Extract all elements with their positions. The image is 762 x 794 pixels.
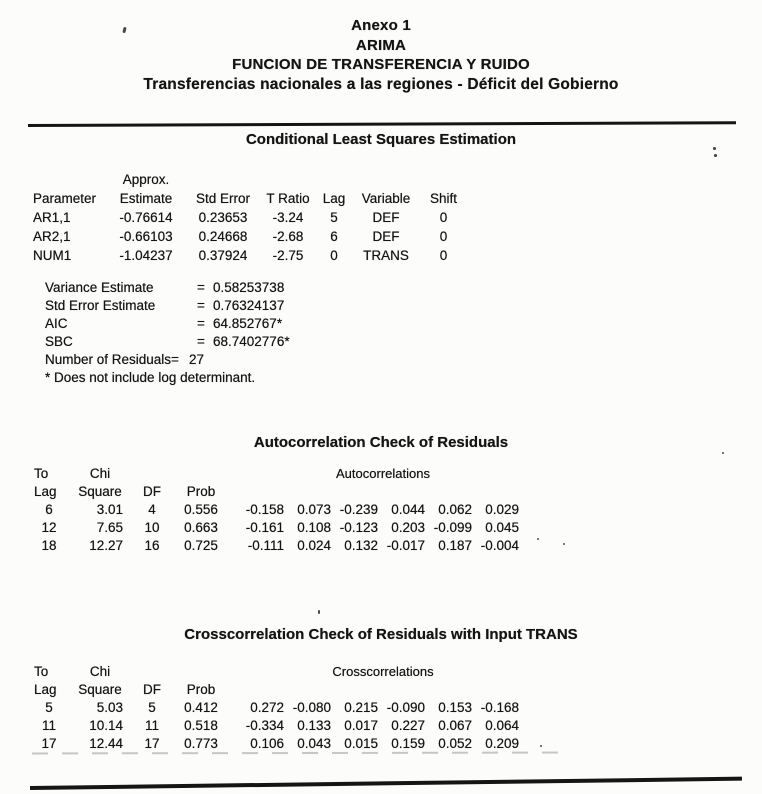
- autocorrelation-check-table: [30, 464, 524, 554]
- stat-label: Number of Residuals=: [45, 352, 179, 367]
- autocorrelation-value: 0.029: [485, 501, 519, 517]
- table-row: [30, 536, 524, 554]
- stat-value: 27: [188, 352, 204, 367]
- autocorrelation-value: -0.099: [433, 519, 472, 535]
- stat-label: AIC: [45, 316, 68, 331]
- column-header-approx: Approx.: [122, 172, 170, 187]
- crosscorrelation-value: 0.209: [485, 735, 519, 751]
- column-header-square: Square: [78, 681, 122, 697]
- chi-square-value: 12.44: [89, 735, 123, 751]
- crosscorrelation-value: -0.080: [292, 699, 331, 715]
- autocorrelation-value: 0.132: [344, 537, 378, 553]
- df-value: 16: [144, 537, 160, 553]
- lag-value: 6: [330, 229, 338, 244]
- fit-statistics-block: [45, 279, 290, 387]
- crosscorrelation-value: 0.017: [344, 717, 378, 733]
- table-row: [30, 227, 466, 246]
- column-header-lag: Lag: [34, 681, 57, 697]
- df-value: 11: [144, 717, 159, 733]
- column-header-df: DF: [143, 483, 161, 499]
- header-method-title: FUNCION DE TRANSFERENCIA Y RUIDO: [232, 56, 530, 73]
- crosscorrelation-value: 0.215: [344, 699, 378, 715]
- autocorrelation-value: -0.004: [480, 537, 519, 553]
- table-header-row: [30, 482, 524, 500]
- t-ratio-value: -2.75: [272, 248, 304, 263]
- crosscorrelation-value: 0.272: [250, 699, 284, 715]
- autocorrelation-value: 0.108: [297, 519, 331, 535]
- equals-sign: =: [197, 280, 205, 295]
- faint-scan-line: [32, 752, 572, 754]
- df-value: 17: [144, 735, 160, 751]
- table-row: [30, 518, 524, 536]
- section-title-autocorrelation: Autocorrelation Check of Residuals: [253, 434, 509, 451]
- autocorrelation-value: 0.024: [297, 537, 331, 553]
- autocorrelation-value: 0.073: [297, 501, 331, 517]
- stat-std-error-estimate: [45, 297, 290, 315]
- crosscorrelation-value: 0.106: [250, 735, 284, 751]
- column-header-to: To: [34, 465, 49, 481]
- scan-artifact: [722, 452, 724, 454]
- autocorrelation-value: 0.187: [438, 537, 472, 553]
- column-header-square: Square: [78, 483, 122, 499]
- prob-value: 0.773: [184, 735, 218, 751]
- column-header-estimate: Estimate: [119, 191, 173, 206]
- table-header-row: [30, 662, 524, 680]
- column-header-prob: Prob: [186, 681, 216, 697]
- scan-artifact: [537, 538, 539, 540]
- equals-sign: =: [197, 334, 205, 349]
- autocorrelation-value: -0.161: [245, 519, 284, 535]
- to-lag-value: 11: [41, 717, 56, 733]
- table-row: [30, 734, 524, 752]
- crosscorrelation-value: 0.067: [438, 717, 472, 733]
- horizontal-rule-bottom: [30, 777, 742, 790]
- prob-value: 0.412: [184, 699, 218, 715]
- crosscorrelation-value: 0.052: [438, 735, 472, 751]
- column-header-variable: Variable: [361, 191, 411, 206]
- crosscorrelation-value: -0.168: [480, 699, 519, 715]
- column-header-lag: Lag: [322, 191, 346, 206]
- prob-value: 0.518: [184, 717, 218, 733]
- group-header-autocorrelations: Autocorrelations: [336, 465, 430, 481]
- stat-value: 0.76324137: [213, 298, 285, 313]
- crosscorrelation-value: 0.015: [344, 735, 378, 751]
- column-header-to: To: [34, 663, 49, 679]
- estimate-value: -1.04237: [119, 248, 173, 263]
- parameter-name: AR2,1: [33, 229, 71, 244]
- lag-value: 0: [330, 248, 338, 263]
- table-row: [30, 698, 524, 716]
- column-header-t-ratio: T Ratio: [266, 191, 310, 206]
- df-value: 5: [148, 699, 156, 715]
- t-ratio-value: -2.68: [272, 229, 304, 244]
- lag-value: 5: [330, 210, 338, 225]
- autocorrelation-value: -0.123: [339, 519, 378, 535]
- table-row: [30, 716, 524, 734]
- stat-variance-estimate: [45, 279, 290, 297]
- chi-square-value: 12.27: [89, 537, 123, 553]
- column-header-parameter: Parameter: [33, 191, 97, 206]
- crosscorrelation-value: 0.133: [297, 717, 331, 733]
- std-error-value: 0.24668: [198, 229, 248, 244]
- to-lag-value: 17: [41, 735, 57, 751]
- crosscorrelation-value: 0.227: [391, 717, 425, 733]
- crosscorrelation-value: -0.090: [386, 699, 425, 715]
- variable-value: DEF: [372, 229, 400, 244]
- scan-artifact: [318, 610, 320, 614]
- section-title-estimation: Conditional Least Squares Estimation: [245, 131, 517, 148]
- stat-sbc: [45, 333, 290, 351]
- stat-label: SBC: [45, 334, 73, 349]
- column-header-chi: Chi: [89, 465, 111, 481]
- stat-value: 0.58253738: [213, 280, 285, 295]
- prob-value: 0.663: [184, 519, 218, 535]
- parameter-name: NUM1: [33, 248, 72, 263]
- autocorrelation-value: -0.017: [386, 537, 425, 553]
- stat-label: Std Error Estimate: [45, 298, 156, 313]
- scan-artifact: [540, 745, 542, 747]
- parameter-name: AR1,1: [33, 210, 71, 225]
- header-model-title: ARIMA: [355, 36, 407, 54]
- equals-sign: =: [197, 298, 205, 313]
- autocorrelation-value: 0.044: [391, 501, 425, 517]
- variable-value: TRANS: [363, 248, 409, 263]
- to-lag-value: 12: [41, 519, 57, 535]
- stat-value: 64.852767*: [213, 316, 283, 331]
- std-error-value: 0.37924: [198, 248, 248, 263]
- df-value: 4: [148, 501, 156, 517]
- autocorrelation-value: 0.062: [438, 501, 472, 517]
- table-header-row: [30, 189, 466, 208]
- to-lag-value: 5: [45, 699, 53, 715]
- std-error-value: 0.23653: [198, 210, 248, 225]
- variable-value: DEF: [372, 210, 400, 225]
- autocorrelation-value: -0.111: [247, 537, 284, 553]
- header-annex-title: Anexo 1: [351, 17, 411, 34]
- df-value: 10: [144, 519, 160, 535]
- header-series-title: Transferencias nacionales a las regiones - Déficit del Gobierno: [143, 75, 619, 93]
- horizontal-rule-top: [28, 121, 736, 127]
- crosscorrelation-value: 0.153: [438, 699, 472, 715]
- crosscorrelation-value: 0.064: [485, 717, 519, 733]
- table-header-row: [30, 464, 524, 482]
- column-header-df: DF: [143, 681, 161, 697]
- section-title-crosscorrelation: Crosscorrelation Check of Residuals with Input TRANS: [184, 626, 578, 643]
- column-header-shift: Shift: [429, 191, 457, 206]
- group-header-crosscorrelations: Crosscorrelations: [332, 663, 434, 679]
- to-lag-value: 6: [45, 501, 53, 517]
- scan-artifact: [713, 147, 716, 150]
- chi-square-value: 7.65: [96, 519, 123, 535]
- table-row: [30, 170, 466, 189]
- table-header-row: [30, 680, 524, 698]
- chi-square-value: 10.14: [89, 717, 123, 733]
- shift-value: 0: [439, 210, 448, 225]
- crosscorrelation-value: 0.159: [391, 735, 425, 751]
- parameter-estimates-table: [30, 170, 466, 265]
- column-header-lag: Lag: [34, 483, 57, 499]
- autocorrelation-value: -0.158: [245, 501, 284, 517]
- column-header-chi: Chi: [89, 663, 111, 679]
- chi-square-value: 5.03: [96, 699, 123, 715]
- shift-value: 0: [439, 229, 448, 244]
- stat-value: 68.7402776*: [213, 334, 290, 349]
- equals-sign: =: [197, 316, 205, 331]
- estimate-value: -0.76614: [119, 210, 173, 225]
- column-header-std-error: Std Error: [195, 191, 250, 206]
- estimate-value: -0.66103: [119, 229, 173, 244]
- to-lag-value: 18: [41, 537, 57, 553]
- table-row: [30, 208, 466, 227]
- table-row: [30, 246, 466, 265]
- stat-aic: [45, 315, 290, 333]
- stat-number-of-residuals: [45, 351, 290, 369]
- shift-value: 0: [439, 248, 448, 263]
- prob-value: 0.556: [184, 501, 218, 517]
- chi-square-value: 3.01: [96, 501, 123, 517]
- crosscorrelation-check-table: [30, 662, 524, 752]
- column-header-prob: Prob: [186, 483, 216, 499]
- document-header: [0, 16, 762, 94]
- stat-label: Variance Estimate: [45, 280, 154, 295]
- autocorrelation-value: 0.203: [391, 519, 425, 535]
- autocorrelation-value: -0.239: [339, 501, 378, 517]
- table-row: [30, 500, 524, 518]
- crosscorrelation-value: -0.334: [245, 717, 284, 733]
- prob-value: 0.725: [184, 537, 218, 553]
- crosscorrelation-value: 0.043: [297, 735, 331, 751]
- t-ratio-value: -3.24: [272, 210, 304, 225]
- log-determinant-footnote: * Does not include log determinant.: [45, 370, 256, 385]
- autocorrelation-value: 0.045: [485, 519, 519, 535]
